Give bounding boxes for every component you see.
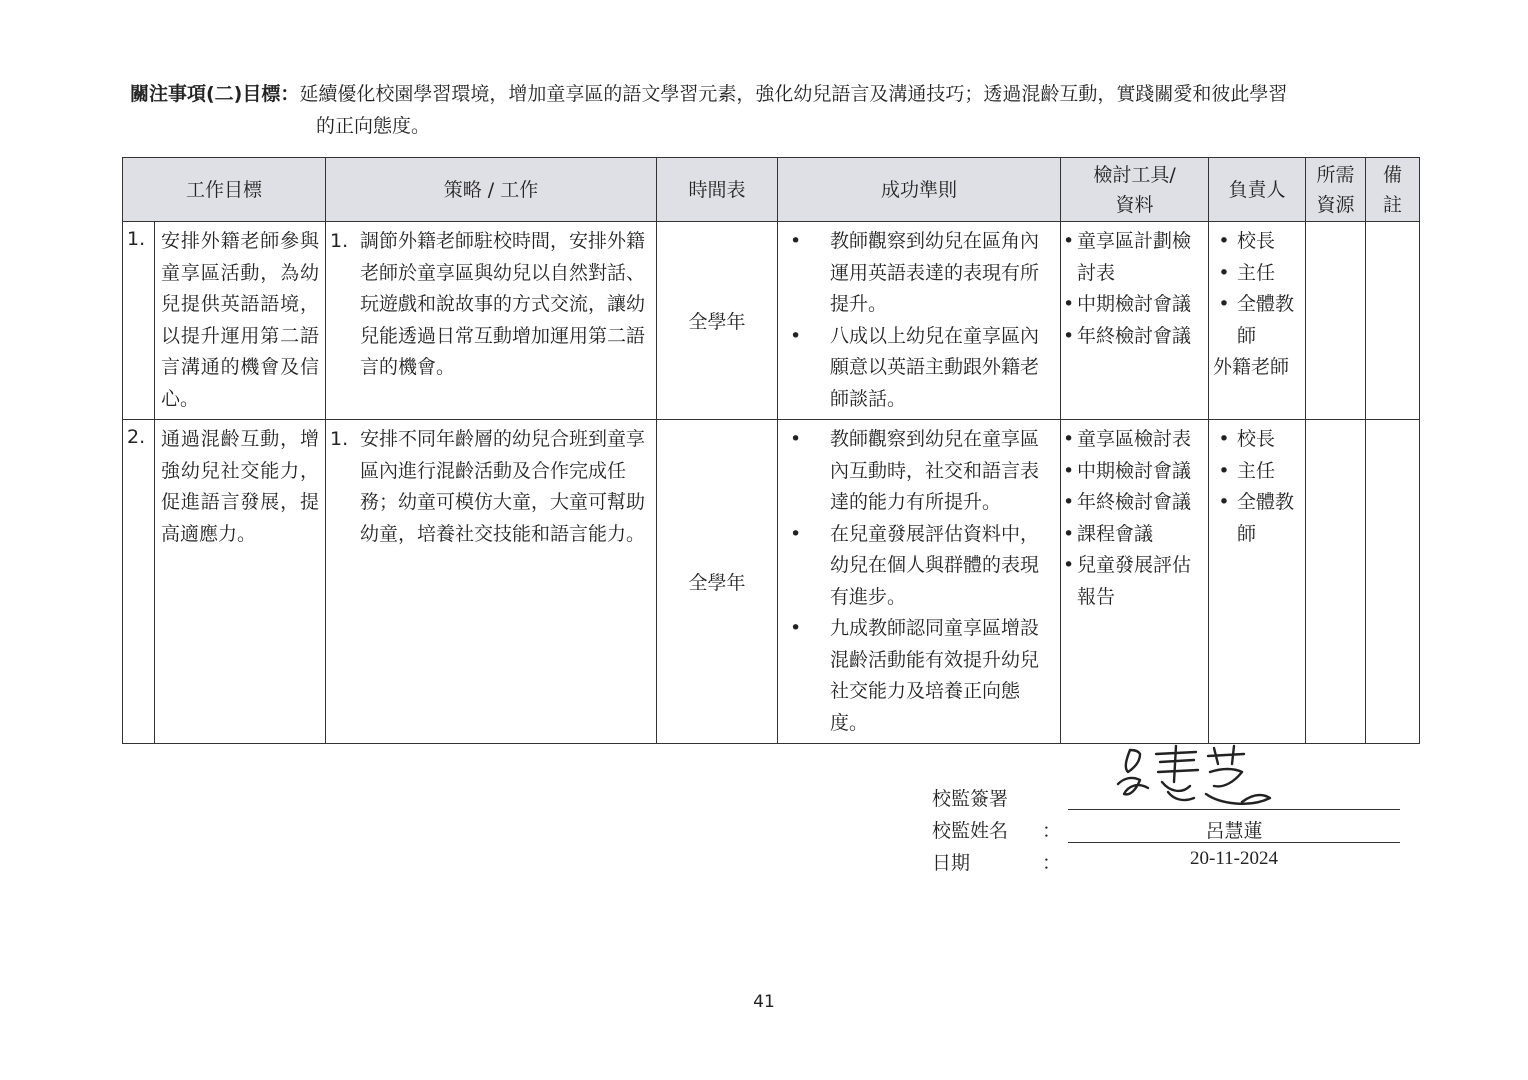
header-timeline: 時間表 <box>657 158 778 222</box>
criteria-item: • 在兒童發展評估資料中，幼兒在個人與群體的表現有進步。 <box>782 519 1056 614</box>
date-label: 日期 <box>932 852 971 874</box>
plan-table <box>122 157 1420 744</box>
header-row <box>123 158 1420 222</box>
tool-item: • 年終檢討會議 <box>1063 491 1192 513</box>
row-number: 1. <box>123 222 155 420</box>
table-row <box>123 420 1420 744</box>
row-remarks <box>1366 222 1420 420</box>
header-goal: 工作目標 <box>123 158 326 222</box>
name-label: 校監姓名 <box>932 820 1009 842</box>
row-responsible <box>1209 222 1306 420</box>
strategy-text: 安排不同年齡層的幼兒合班到童享區內進行混齡活動及合作完成任務；幼童可模仿大童，大童可幫助幼童，培養社交技能和語言能力。 <box>360 428 646 545</box>
row-goal: 通過混齡互動，增強幼兒社交能力，促進語言發展，提高適應力。 <box>155 420 326 744</box>
tool-item: • 兒童發展評估報告 <box>1063 554 1192 608</box>
sign-label: 校監簽署 <box>932 788 1009 810</box>
date-colon: ： <box>1042 852 1062 874</box>
criteria-item: • 教師觀察到幼兒在區角內運用英語表達的表現有所提升。 <box>782 226 1056 321</box>
row-tools <box>1061 222 1209 420</box>
row-timeline: 全學年 <box>657 222 778 420</box>
strategy-text: 調節外籍老師駐校時間，安排外籍老師於童享區與幼兒以自然對話、玩遊戲和說故事的方式交流，讓幼兒能透過日常互動增加運用第二語言的機會。 <box>360 230 646 378</box>
criteria-item: • 八成以上幼兒在童享區內願意以英語主動跟外籍老師談話。 <box>782 321 1056 416</box>
table-row <box>123 222 1420 420</box>
focus-line-1 <box>130 78 1420 110</box>
criteria-item: • 九成教師認同童享區增設混齡活動能有效提升幼兒社交能力及培養正向態度。 <box>782 613 1056 739</box>
name-line <box>1068 842 1400 843</box>
tool-item: • 年終檢討會議 <box>1063 324 1192 347</box>
tool-item: • 童享區計劃檢討表 <box>1063 230 1192 284</box>
row-criteria <box>778 222 1061 420</box>
focus-text-1: 延續優化校園學習環境，增加童享區的語文學習元素，強化幼兒語言及溝通技巧；透過混齡互動，實踐關愛和彼此學習 <box>299 83 1288 105</box>
row-criteria <box>778 420 1061 744</box>
sign-line <box>1068 809 1400 810</box>
focus-objective <box>130 78 1420 142</box>
row-remarks <box>1366 420 1420 744</box>
date-value: 20-11-2024 <box>1190 848 1278 869</box>
row-resources <box>1306 222 1366 420</box>
header-strategy: 策略 / 工作 <box>326 158 657 222</box>
header-resources: 所需 資源 <box>1306 158 1366 222</box>
criteria-item: • 教師觀察到幼兒在童享區內互動時，社交和語言表達的能力有所提升。 <box>782 424 1056 519</box>
responsible-item: • 校長 <box>1218 428 1276 450</box>
page-number: 41 <box>753 992 775 1012</box>
header-responsible: 負責人 <box>1209 158 1306 222</box>
name-colon: ： <box>1042 820 1062 842</box>
responsible-item: • 全體教師 <box>1218 491 1295 545</box>
responsible-item: • 主任 <box>1218 459 1276 482</box>
row-goal: 安排外籍老師參與童享區活動，為幼兒提供英語語境，以提升運用第二語言溝通的機會及信心。 <box>155 222 326 420</box>
header-criteria: 成功準則 <box>778 158 1061 222</box>
strategy-number: 1. <box>330 230 349 252</box>
bullet-icon: • <box>790 617 802 639</box>
row-responsible <box>1209 420 1306 744</box>
row-strategy <box>326 222 657 420</box>
responsible-item: • 校長 <box>1218 230 1276 252</box>
tool-item: • 課程會議 <box>1063 522 1154 545</box>
row-number: 2. <box>123 420 155 744</box>
bullet-icon: • <box>790 230 802 252</box>
responsible-item: • 主任 <box>1218 261 1276 284</box>
row-timeline: 全學年 <box>657 420 778 744</box>
handwritten-signature <box>1110 742 1290 812</box>
focus-text-2: 的正向態度。 <box>316 115 431 137</box>
tool-item: • 中期檢討會議 <box>1063 293 1192 315</box>
bullet-icon: • <box>790 522 802 545</box>
strategy-number: 1. <box>330 428 349 450</box>
bullet-icon: • <box>790 428 802 450</box>
responsible-extra: 外籍老師 <box>1213 356 1290 378</box>
focus-label: 關注事項(二)目標： <box>130 83 300 105</box>
header-remarks: 備 註 <box>1366 158 1420 222</box>
responsible-item: • 全體教師 <box>1218 293 1295 347</box>
tool-item: • 童享區檢討表 <box>1063 428 1192 450</box>
bullet-icon: • <box>790 324 802 347</box>
tool-item: • 中期檢討會議 <box>1063 459 1192 482</box>
row-strategy <box>326 420 657 744</box>
supervisor-name: 呂慧蓮 <box>1205 820 1263 842</box>
row-tools <box>1061 420 1209 744</box>
row-resources <box>1306 420 1366 744</box>
header-tools: 檢討工具/ 資料 <box>1061 158 1209 222</box>
